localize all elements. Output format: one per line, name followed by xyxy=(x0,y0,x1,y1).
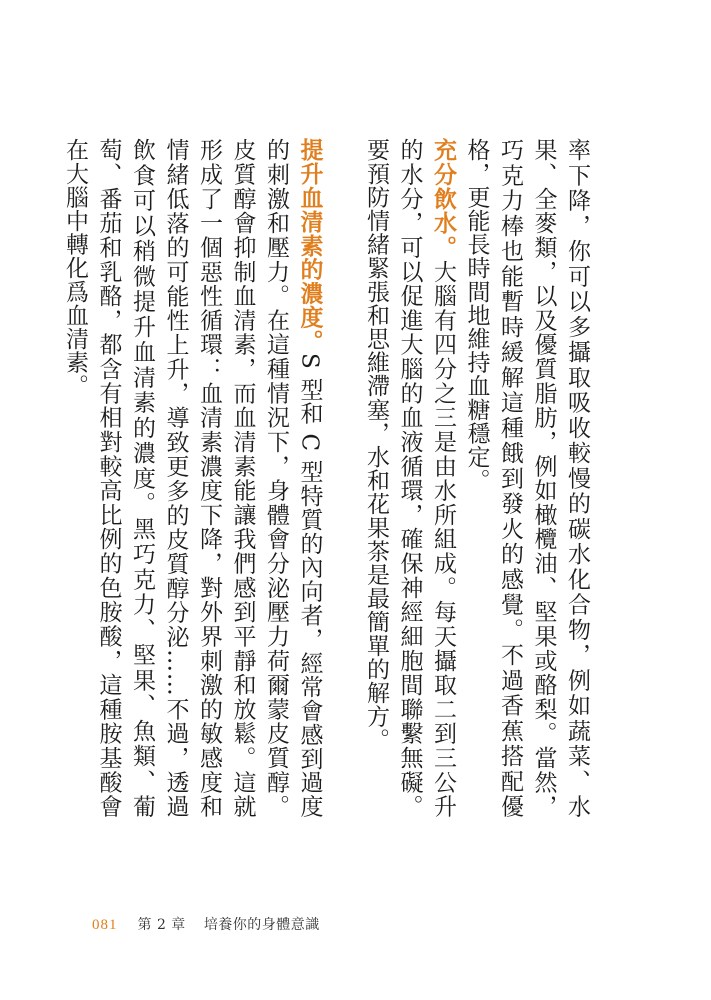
page-footer xyxy=(92,914,320,934)
chapter-label: 第 2 章 xyxy=(137,917,186,933)
paragraph-body: S 型和 C 型特質的內向者，經常會感到過度的刺激和壓力。在這種情況下，身體會分泌壓力荷爾蒙皮質醇。皮質醇會抑制血清素，而血清素能讓我們感到平靜和放鬆。這就形成了一個惡性循環：血清素濃度下降，對外界刺激的敏感度和情緒低落的可能性上升，導致更多的皮質醇分泌……不過，透過飲食可以稍微提升血清素的濃度。黑巧克力、堅果、魚類、葡萄、番茄和乳酪，都含有相對較高比例的色胺酸，這種胺基酸會在大腦中轉化爲血清素。 xyxy=(62,138,323,818)
page-number: 081 xyxy=(92,917,118,933)
paragraph-heading: 提升血清素的濃度。 xyxy=(296,138,323,354)
paragraph-hydration xyxy=(359,138,460,818)
chapter-title: 培養你的身體意識 xyxy=(203,917,320,933)
paragraph-serotonin xyxy=(58,138,326,818)
paragraph-carbohydrates xyxy=(459,138,593,818)
vertical-text-body xyxy=(25,138,594,818)
paragraph-heading: 充分飲水。 xyxy=(430,138,456,260)
paragraph-body: 大腦有四分之三是由水所組成。每天攝取二到三公升的水分，可以促進大腦的血液循環，確保神經細胞間聯繫無礙。要預防情緒緊張和思維滯塞，水和花果茶是最簡單的解方。 xyxy=(363,138,456,818)
paragraph-body: 率下降，你可以多攝取吸收較慢的碳水化合物，例如蔬菜、水果、全麥類，以及優質脂肪，例如橄欖油、堅果或酪梨。當然，巧克力棒也能暫時緩解這種餓到發火的感覺。不過香蕉搭配優格，更能長時間地維持血糖穩定。 xyxy=(463,138,590,818)
